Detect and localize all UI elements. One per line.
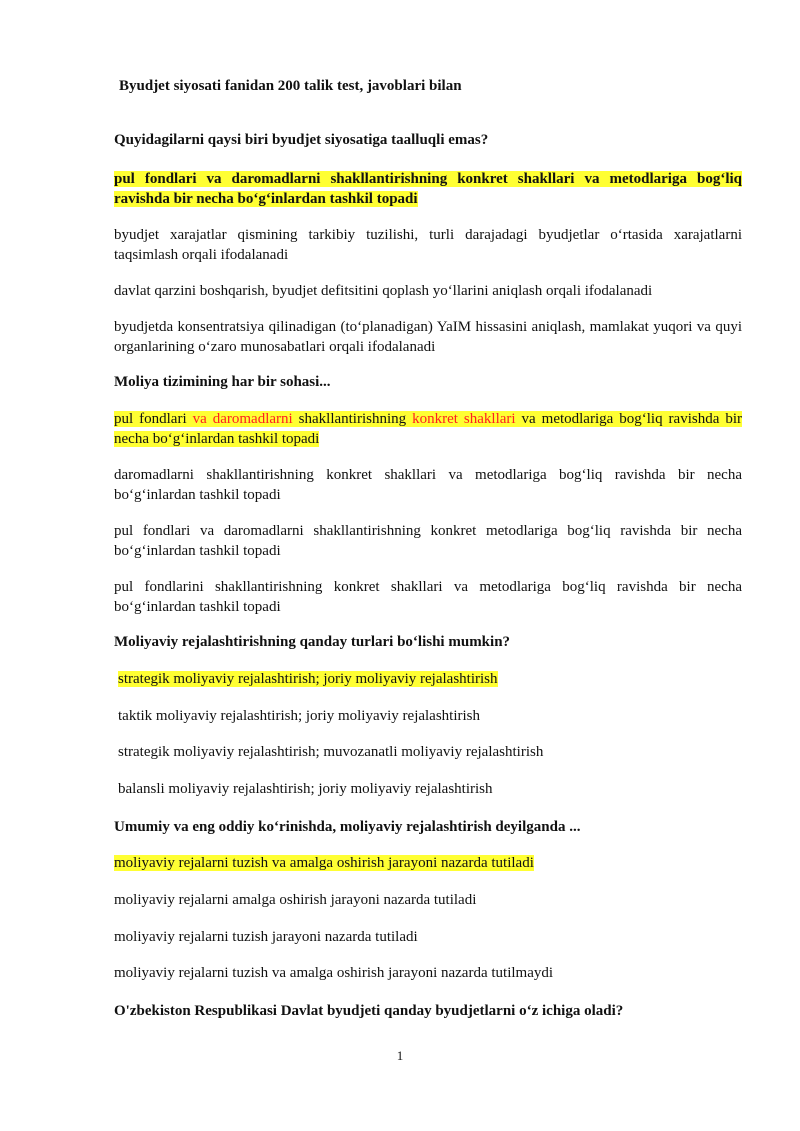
- answer-2-3: pul fondlari va daromadlarni shakllantirishning konkret metodlariga bog‘liq ravishda bir necha bo‘g‘inlardan tashkil topadi: [114, 523, 742, 559]
- answer-3-4: balansli moliyaviy rejalashtirish; joriy moliyaviy rejalashtirish: [118, 781, 493, 797]
- answer-text-part-red: va daromadlarni: [192, 411, 293, 427]
- answer-4-4: moliyaviy rejalarni tuzish va amalga oshirish jarayoni nazarda tutilmaydi: [114, 965, 554, 981]
- answer-text-part: va metodlariga bog‘liq ravishda bir necha bo‘g‘inlardan tashkil topadi: [114, 411, 742, 447]
- answer-2-1-correct: [114, 409, 742, 449]
- answer-highlight: [114, 411, 742, 447]
- answer-4-2: moliyaviy rejalarni amalga oshirish jarayoni nazarda tutiladi: [114, 892, 477, 908]
- answer-2-2: daromadlarni shakllantirishning konkret shakllari va metodlariga bog‘liq ravishda bir necha bo‘g‘inlardan tashkil topadi: [114, 467, 742, 503]
- answer-1-2: byudjet xarajatlar qismining tarkibiy tuzilishi, turli darajadagi byudjetlar o‘rtasida xarajatlarni taqsimlash orqali ifodalanadi: [114, 227, 742, 263]
- answer-4-1-correct: [114, 853, 742, 873]
- answer-text-part: pul fondlari: [114, 411, 193, 427]
- answer-1-4: byudjetda konsentratsiya qilinadigan (to‘planadigan) YaIM hissasini aniqlash, mamlakat yuqori va quyi organlarining o‘zaro munosabatlari orqali ifodalanadi: [114, 319, 742, 355]
- question-4: Umumiy va eng oddiy ko‘rinishda, moliyaviy rejalashtirish deyilganda ...: [114, 819, 581, 835]
- answer-text-part: shakllantirishning: [292, 411, 413, 427]
- question-3: Moliyaviy rejalashtirishning qanday turlari bo‘lishi mumkin?: [114, 634, 511, 650]
- answer-highlight: moliyaviy rejalarni tuzish va amalga oshirish jarayoni nazarda tutiladi: [114, 855, 534, 871]
- answer-2-4: pul fondlarini shakllantirishning konkret shakllari va metodlariga bog‘liq ravishda bir necha bo‘g‘inlardan tashkil topadi: [114, 579, 742, 615]
- document-title: Byudjet siyosati fanidan 200 talik test, javoblari bilan: [119, 78, 462, 94]
- answer-3-1-correct: [118, 669, 742, 689]
- answer-1-3: davlat qarzini boshqarish, byudjet defitsitini qoplash yo‘llarini aniqlash orqali ifodalanadi: [114, 283, 653, 299]
- question-1: Quyidagilarni qaysi biri byudjet siyosatiga taalluqli emas?: [114, 132, 489, 148]
- answer-highlight: pul fondlari va daromadlarni shakllantirishning konkret shakllari va metodlariga bog‘liq ravishda bir necha bo‘g‘inlardan tashkil topadi: [114, 171, 742, 207]
- answer-text-part-red: konkret shakllari: [412, 411, 516, 427]
- answer-highlight: strategik moliyaviy rejalashtirish; joriy moliyaviy rejalashtirish: [118, 671, 498, 687]
- question-2: Moliya tizimining har bir sohasi...: [114, 374, 331, 390]
- answer-1-1-correct: [114, 169, 742, 209]
- question-5: O'zbekiston Respublikasi Davlat byudjeti qanday byudjetlarni o‘z ichiga oladi?: [114, 1003, 624, 1019]
- answer-3-3: strategik moliyaviy rejalashtirish; muvozanatli moliyaviy rejalashtirish: [118, 744, 544, 760]
- answer-3-2: taktik moliyaviy rejalashtirish; joriy moliyaviy rejalashtirish: [118, 708, 481, 724]
- page-number: 1: [396, 1048, 404, 1063]
- answer-4-3: moliyaviy rejalarni tuzish jarayoni nazarda tutiladi: [114, 929, 418, 945]
